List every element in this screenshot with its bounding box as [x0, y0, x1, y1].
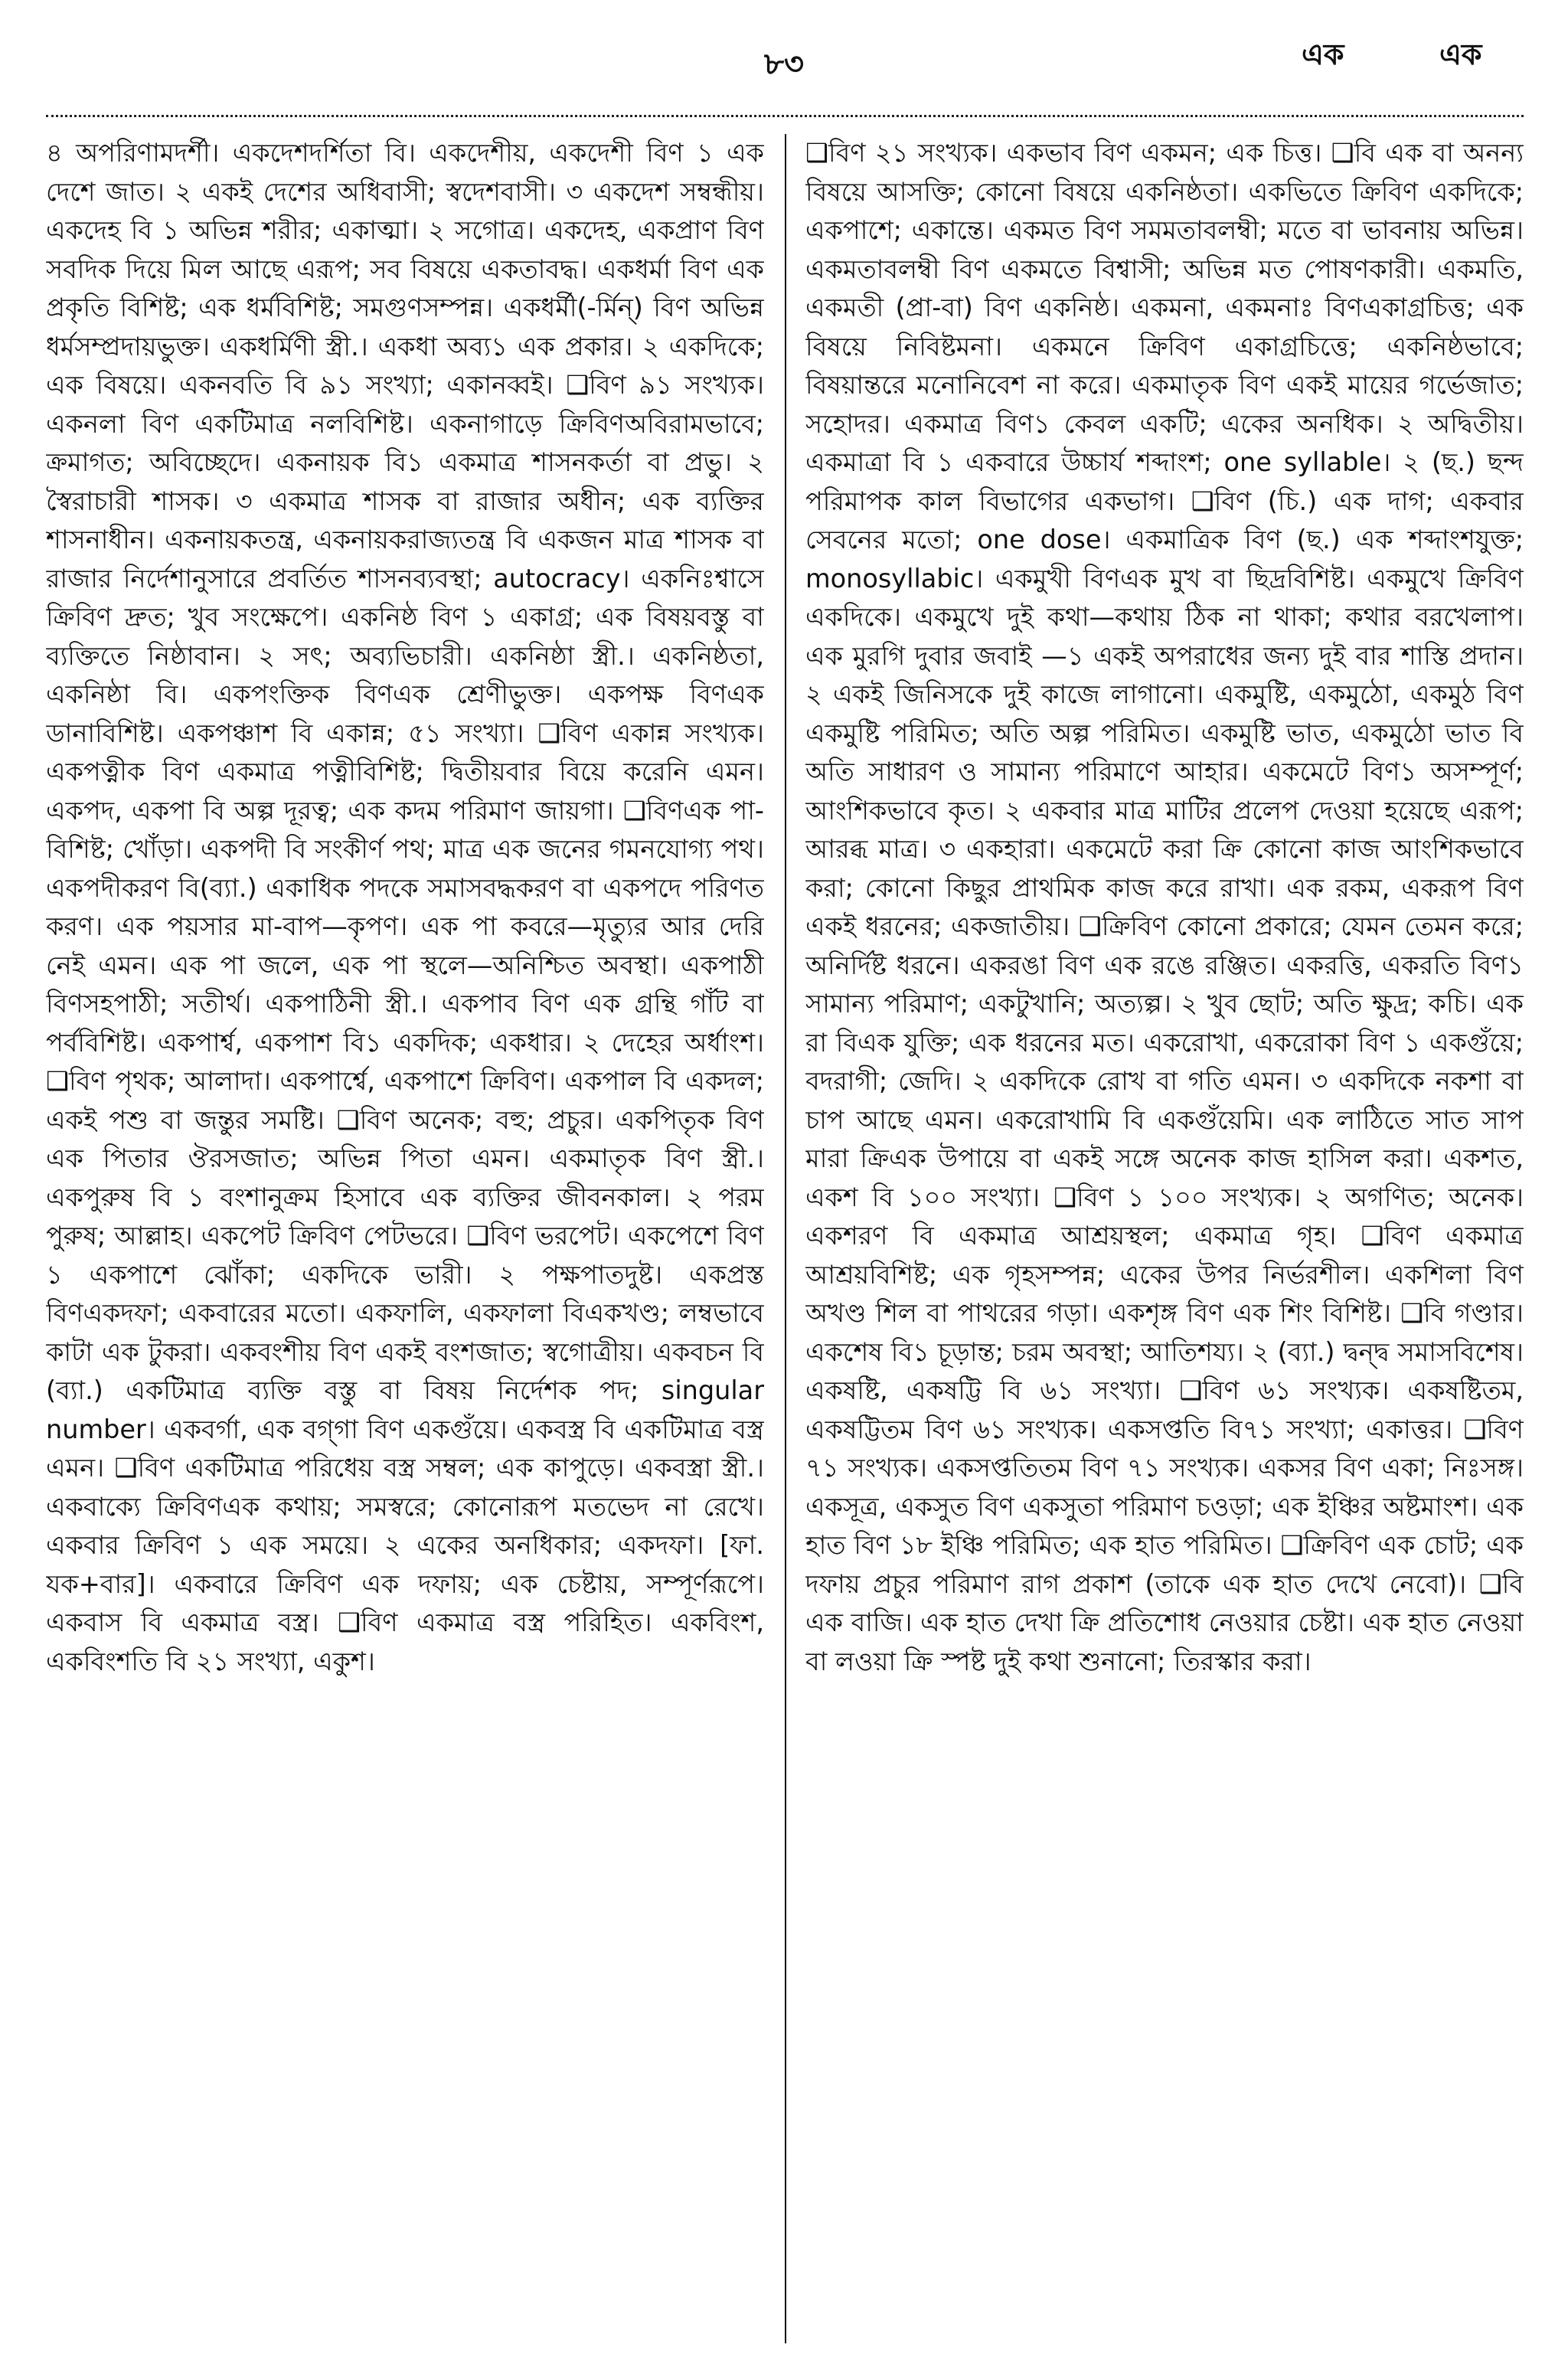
column-right-text: ❑বিণ ২১ সংখ্যক। একভাব বিণ একমন; এক চিত্ত। ❑বি এক বা অনন্য বিষয়ে আসক্তি; কোনো বিষয়ে একনিষ্ঠতা। একভিতে ক্রিবিণ একদিকে; একপাশে; একান্তে। একমত বিণ সমমতাবলম্বী; মতে বা ভাবনায় অভিন্ন। একমতাবলম্বী বিণ একমতে বিশ্বাসী; অভিন্ন মত পোষণকারী। একমতি, একমতী (প্রা-বা) বিণ একনিষ্ঠ। একমনা, একমনাঃ বিণএকাগ্রচিত্ত; এক বিষয়ে নিবিষ্টমনা। একমনে ক্রিবিণ একাগ্রচিত্তে; একনিষ্ঠভাবে; বিষয়ান্তরে মনোনিবেশ না করে। একমাতৃক বিণ একই মায়ের গর্ভেজাত; সহোদর। একমাত্র বিণ১ কেবল একটি; একের অনধিক। ২ অদ্বিতীয়। একমাত্রা বি ১ একবারে উচ্চার্য শব্দাংশ; one syllable। ২ (ছ.) ছন্দ পরিমাপক কাল বিভাগের একভাগ। ❑বিণ (চি.) এক দাগ; একবার সেবনের মতো; one dose। একমাত্রিক বিণ (ছ.) এক শব্দাংশযুক্ত; monosyllabic। একমুখী বিণএক মুখ বা ছিদ্রবিশিষ্ট। একমুখে ক্রিবিণ একদিকে। একমুখে দুই কথা—কথায় ঠিক না থাকা; কথার বরখেলাপ। এক মুরগি দুবার জবাই —১ একই অপরাধের জন্য দুই বার শাস্তি প্রদান। ২ একই জিনিসকে দুই কাজে লাগানো। একমুষ্টি, একমুঠো, একমুঠ বিণ একমুষ্টি পরিমিত; অতি অল্প পরিমিত। একমুষ্টি ভাত, একমুঠো ভাত বি অতি সাধারণ ও সামান্য পরিমাণে আহার। একমেটে বিণ১ অসম্পূর্ণ; আংশিকভাবে কৃত। ২ একবার মাত্র মাটির প্রলেপ দেওয়া হয়েছে এরূপ; আরব্ধ মাত্র। ৩ একহারা। একমেটে করা ক্রি কোনো কাজ আংশিকভাবে করা; কোনো কিছুর প্রাথমিক কাজ করে রাখা। এক রকম, একরূপ বিণ একই ধরনের; একজাতীয়। ❑ক্রিবিণ কোনো প্রকারে; যেমন তেমন করে; অনির্দিষ্ট ধরনে। একরঙা বিণ এক রঙে রঞ্জিত। একরত্তি, একরতি বিণ১ সামান্য পরিমাণ; একটুখানি; অত্যল্প। ২ খুব ছোট; অতি ক্ষুদ্র; কচি। এক রা বিএক যুক্তি; এক ধরনের মত। একরোখা, একরোকা বিণ ১ একগুঁয়ে; বদরাগী; জেদি। ২ একদিকে রোখ বা গতি এমন। ৩ একদিকে নকশা বা চাপ আছে এমন। একরোখামি বি একগুঁয়েমি। এক লাঠিতে সাত সাপ মারা ক্রিএক উপায়ে বা একই সঙ্গে অনেক কাজ হাসিল করা। একশত, একশ বি ১০০ সংখ্যা। ❑বিণ ১ ১০০ সংখ্যক। ২ অগণিত; অনেক। একশরণ বি একমাত্র আশ্রয়স্থল; একমাত্র গৃহ। ❑বিণ একমাত্র আশ্রয়বিশিষ্ট; এক গৃহসম্পন্ন; একের উপর নির্ভরশীল। একশিলা বিণ অখণ্ড শিল বা পাথরের গড়া। একশৃঙ্গ বিণ এক শিং বিশিষ্ট। ❑বি গণ্ডার। একশেষ বি১ চূড়ান্ত; চরম অবস্থা; আতিশয্য। ২ (ব্যা.) দ্বন্দ্ব সমাসবিশেষ। একষষ্টি, একষট্টি বি ৬১ সংখ্যা। ❑বিণ ৬১ সংখ্যক। একষষ্টিতম, একষট্টিতম বিণ ৬১ সংখ্যক। একসপ্ততি বি৭১ সংখ্যা; একাত্তর। ❑বিণ ৭১ সংখ্যক। একসপ্ততিতম বিণ ৭১ সংখ্যক। একসর বিণ একা; নিঃসঙ্গ। একসূত্র, একসুত বিণ একসুতা পরিমাণ চওড়া; এক ইঞ্চির অষ্টমাংশ। এক হাত বিণ ১৮ ইঞ্চি পরিমিত; এক হাত পরিমিত। ❑ক্রিবিণ এক চোট; এক দফায় প্রচুর পরিমাণ রাগ প্রকাশ (তাকে এক হাত দেখে নেবো)। ❑বি এক বাজি। এক হাত দেখা ক্রি প্রতিশোধ নেওয়ার চেষ্টা। এক হাত নেওয়া বা লওয়া ক্রি স্পষ্ট দুই কথা শুনানো; তিরস্কার করা। [805, 138, 1524, 1676]
header-rule [46, 115, 1524, 117]
page-number: ৮৩ [764, 47, 804, 82]
column-right [805, 134, 1524, 2343]
guide-word-left: এক [1302, 38, 1344, 71]
column-left-text: ৪ অপরিণামদর্শী। একদেশদর্শিতা বি। একদেশীয়, একদেশী বিণ ১ এক দেশে জাত। ২ একই দেশের অধিবাসী; স্বদেশবাসী। ৩ একদেশ সম্বন্ধীয়। একদেহ বি ১ অভিন্ন শরীর; একাত্মা। ২ সগোত্র। একদেহ, একপ্রাণ বিণ সবদিক দিয়ে মিল আছে এরূপ; সব বিষয়ে একতাবদ্ধ। একধর্মা বিণ এক প্রকৃতি বিশিষ্ট; এক ধর্মবিশিষ্ট; সমগুণসম্পন্ন। একধর্মী(-র্মিন্) বিণ অভিন্ন ধর্মসম্প্রদায়ভুক্ত। একধর্মিণী স্ত্রী.। একধা অব্য১ এক প্রকার। ২ একদিকে; এক বিষয়ে। একনবতি বি ৯১ সংখ্যা; একানব্বই। ❑বিণ ৯১ সংখ্যক। একনলা বিণ একটিমাত্র নলবিশিষ্ট। একনাগাড়ে ক্রিবিণঅবিরামভাবে; ক্রমাগত; অবিচ্ছেদে। একনায়ক বি১ একমাত্র শাসনকর্তা বা প্রভু। ২ স্বৈরাচারী শাসক। ৩ একমাত্র শাসক বা রাজার অধীন; এক ব্যক্তির শাসনাধীন। একনায়কতন্ত্র, একনায়করাজ্যতন্ত্র বি একজন মাত্র শাসক বা রাজার নির্দেশানুসারে প্রবর্তিত শাসনব্যবস্থা; autocracy। একনিঃশ্বাসে ক্রিবিণ দ্রুত; খুব সংক্ষেপে। একনিষ্ঠ বিণ ১ একাগ্র; এক বিষয়বস্তু বা ব্যক্তিতে নিষ্ঠাবান। ২ সৎ; অব্যভিচারী। একনিষ্ঠা স্ত্রী.। একনিষ্ঠতা, একনিষ্ঠা বি। একপংক্তিক বিণএক শ্রেণীভুক্ত। একপক্ষ বিণএক ডানাবিশিষ্ট। একপঞ্চাশ বি একান্ন; ৫১ সংখ্যা। ❑বিণ একান্ন সংখ্যক। একপত্নীক বিণ একমাত্র পত্নীবিশিষ্ট; দ্বিতীয়বার বিয়ে করেনি এমন। একপদ, একপা বি অল্প দূরত্ব; এক কদম পরিমাণ জায়গা। ❑বিণএক পা-বিশিষ্ট; খোঁড়া। একপদী বি সংকীর্ণ পথ; মাত্র এক জনের গমনযোগ্য পথ। একপদীকরণ বি(ব্যা.) একাধিক পদকে সমাসবদ্ধকরণ বা একপদে পরিণত করণ। এক পয়সার মা-বাপ—কৃপণ। এক পা কবরে—মৃত্যুর আর দেরি নেই এমন। এক পা জলে, এক পা স্থলে—অনিশ্চিত অবস্থা। একপাঠী বিণসহপাঠী; সতীর্থ। একপাঠিনী স্ত্রী.। একপাব বিণ এক গ্রন্থি গাঁট বা পর্ববিশিষ্ট। একপার্শ্ব, একপাশ বি১ একদিক; একধার। ২ দেহের অর্ধাংশ। ❑বিণ পৃথক; আলাদা। একপার্শ্বে, একপাশে ক্রিবিণ। একপাল বি একদল; একই পশু বা জন্তুর সমষ্টি। ❑বিণ অনেক; বহু; প্রচুর। একপিতৃক বিণ এক পিতার ঔরসজাত; অভিন্ন পিতা এমন। একমাতৃক বিণ স্ত্রী.। একপুরুষ বি ১ বংশানুক্রম হিসাবে এক ব্যক্তির জীবনকাল। ২ পরম পুরুষ; আল্লাহ। একপেট ক্রিবিণ পেটভরে। ❑বিণ ভরপেট। একপেশে বিণ ১ একপাশে ঝোঁকা; একদিকে ভারী। ২ পক্ষপাতদুষ্ট। একপ্রস্ত বিণএকদফা; একবারের মতো। একফালি, একফালা বিএকখণ্ড; লম্বভাবে কাটা এক টুকরা। একবংশীয় বিণ একই বংশজাত; স্বগোত্রীয়। একবচন বি (ব্যা.) একটিমাত্র ব্যক্তি বস্তু বা বিষয় নির্দেশক পদ; singular number। একবর্গা, এক বগ্‌গা বিণ একগুঁয়ে। একবস্ত্র বি একটিমাত্র বস্ত্র এমন। ❑বিণ একটিমাত্র পরিধেয় বস্ত্র সম্বল; এক কাপুড়ে। একবস্ত্রা স্ত্রী.। একবাক্যে ক্রিবিণএক কথায়; সমস্বরে; কোনোরূপ মতভেদ না রেখে। একবার ক্রিবিণ ১ এক সময়ে। ২ একের অনধিকার; একদফা। [ফা. যক+বার]। একবারে ক্রিবিণ এক দফায়; এক চেষ্টায়, সম্পূর্ণরূপে। একবাস বি একমাত্র বস্ত্র। ❑বিণ একমাত্র বস্ত্র পরিহিত। একবিংশ, একবিংশতি বি ২১ সংখ্যা, একুশ। [46, 138, 764, 1676]
column-left [46, 134, 764, 2343]
column-divider [785, 134, 786, 2343]
guide-word-right: এক [1439, 38, 1482, 71]
